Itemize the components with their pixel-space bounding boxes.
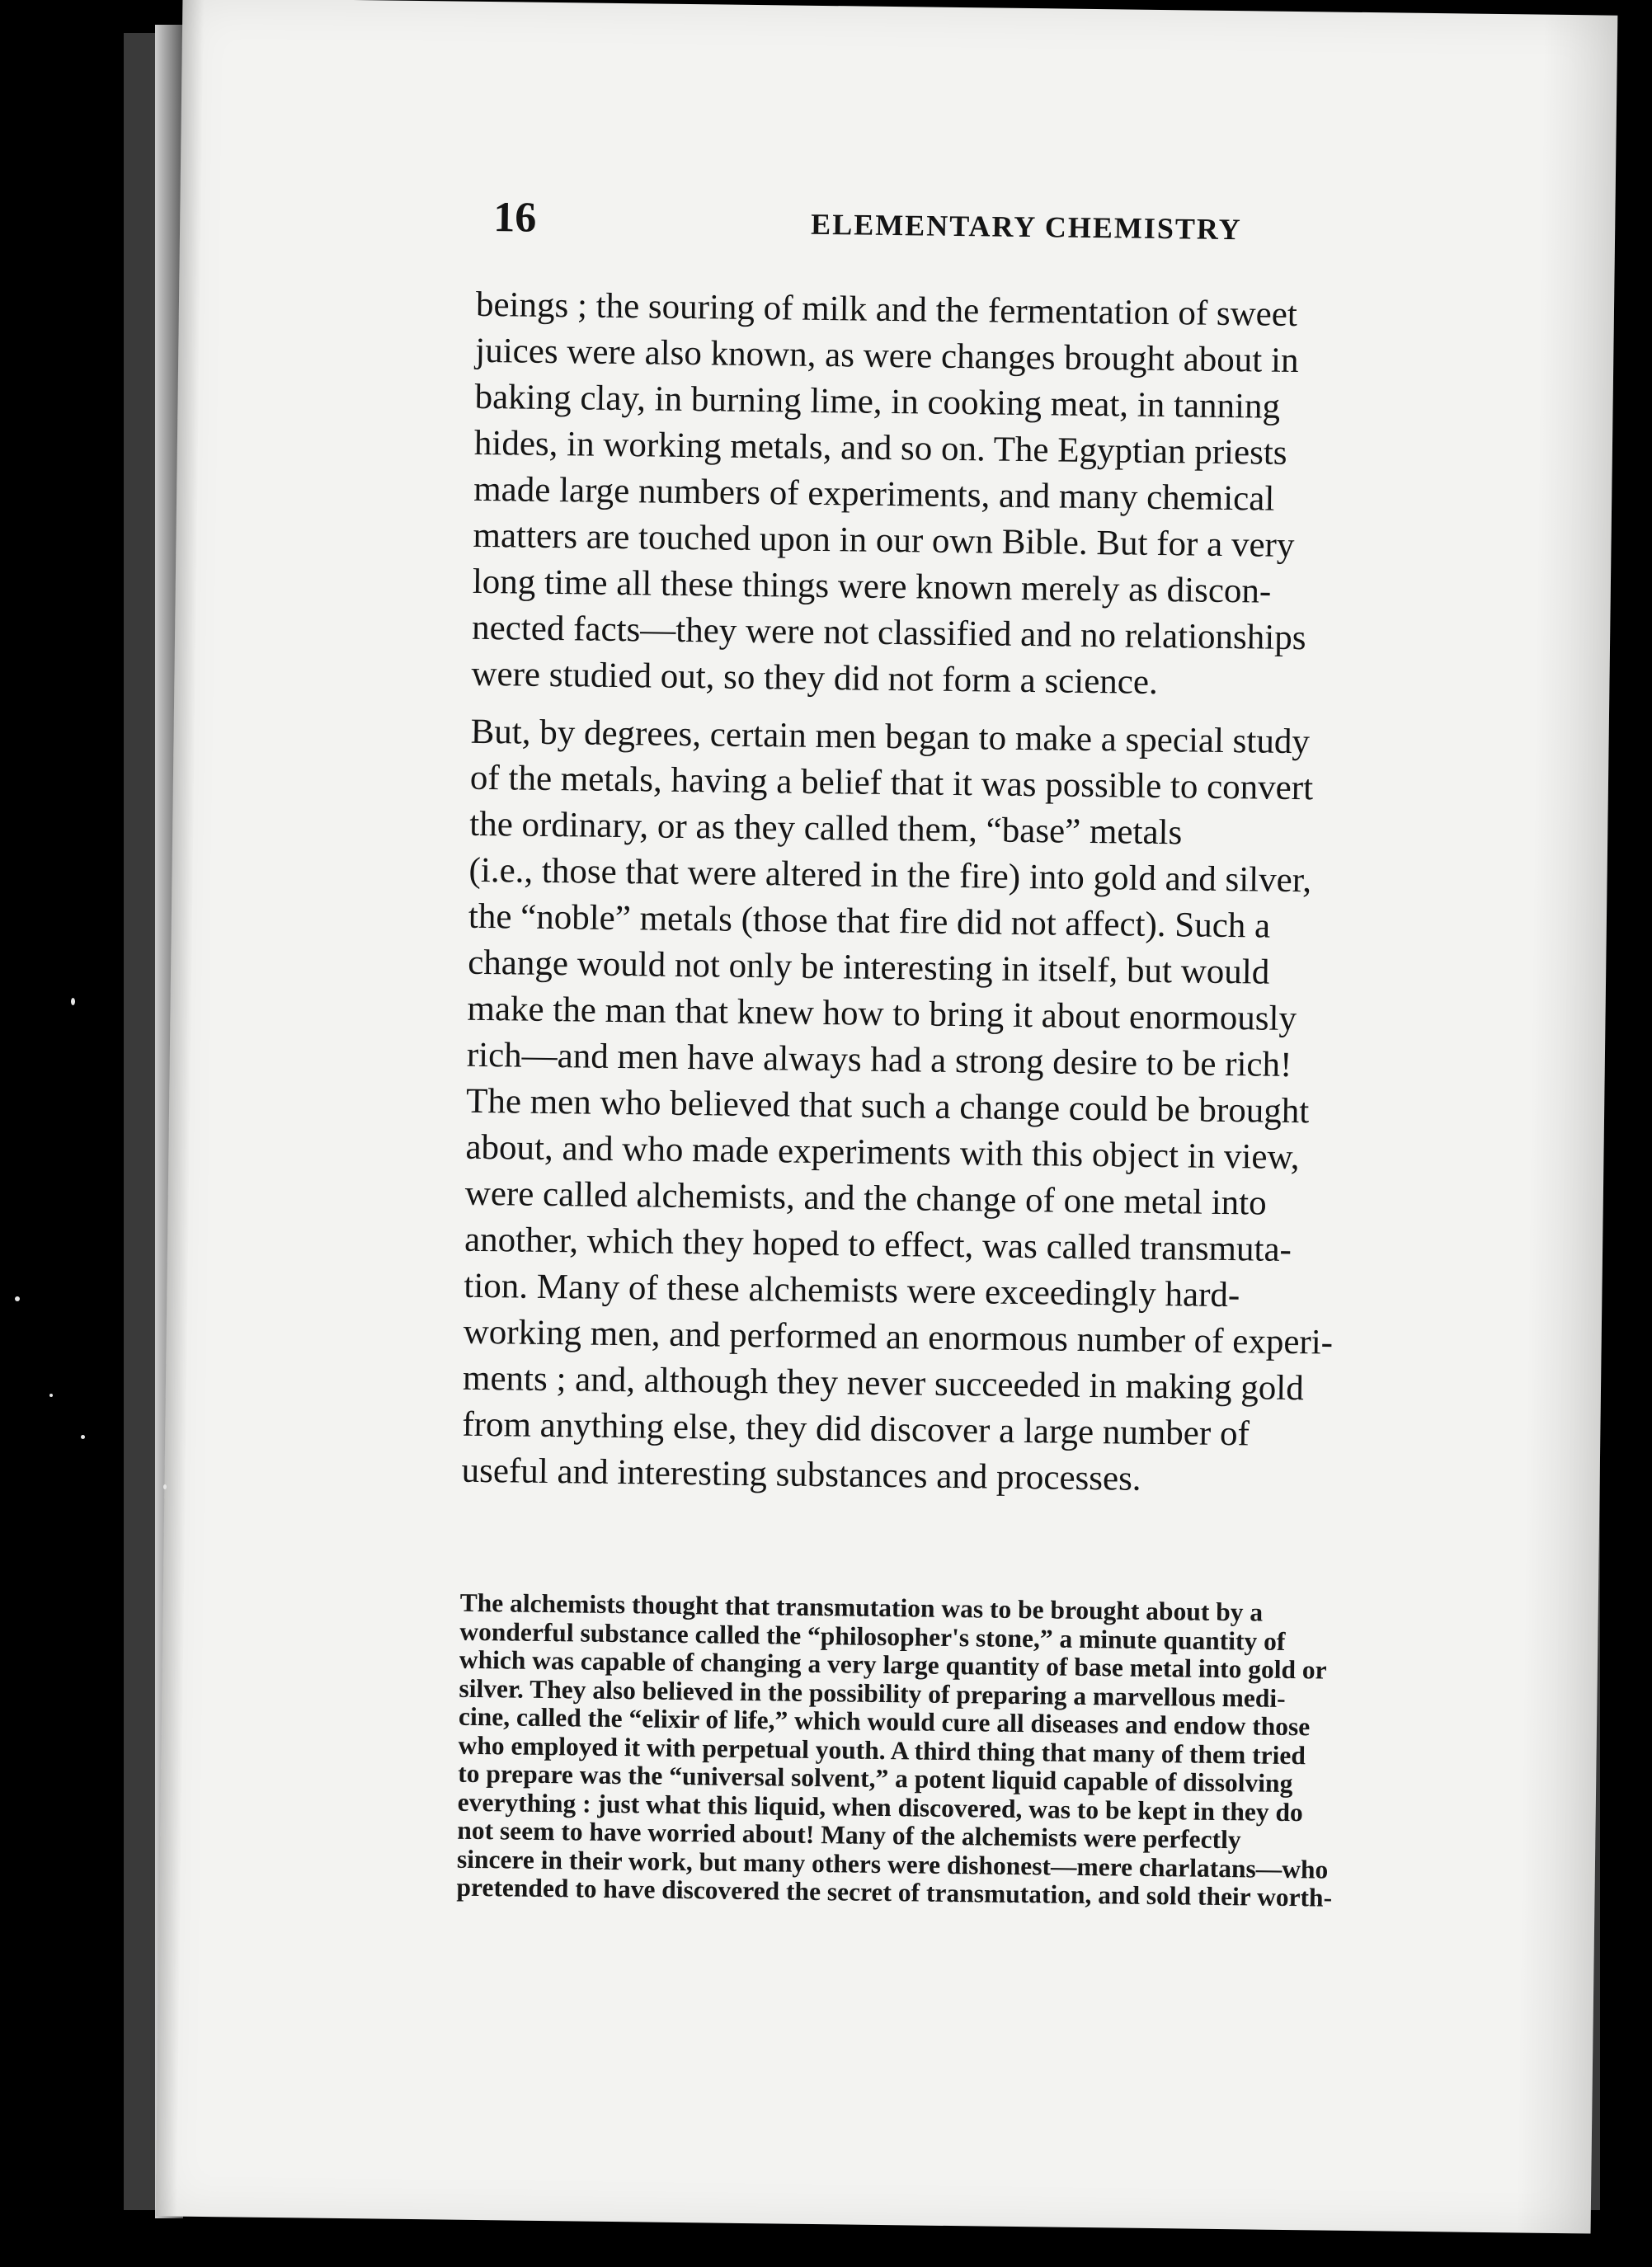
running-title: ELEMENTARY CHEMISTRY [810,207,1242,247]
paragraph-2: But, by degrees, certain men began to make a special study of the metals, having a belief that it was possible to convert the ordinary, or as they called them, “base” metals (i.e., those that were altered in the fire) into gold and silver, the “noble” metals (those that fire did not affect). Such a change would not only be interesting in itself, but would make the man that knew how to bring it about enormously rich—and men have always had a strong desire to be rich! The men who believed that such a change could be brought about, and who made experiments with this object in view, were called alchemists, and the change of one metal into another, which they hoped to effect, was called transmuta- tion. Many of these alchemists were exceedingly hard- working men, and performed an enormous number of experi- ments ; and, although they never succeeded in making gold from anything else, they did discover a large number of useful and interesting substances and processes. [461,712,1334,1498]
scan-speck [81,1435,85,1439]
page-number: 16 [492,194,537,242]
scan-speck [71,998,75,1005]
footnote: The alchemists thought that transmutation was to be brought about by a wonderful substance called the “philosopher's stone,” a minute quantity of which was capable of changing a very large quantity of base metal into gold or silver. They also believed in the possibility of preparing a marvellous medi- cine, called the “elixir of life,” which would cure all diseases and endow those who employed it with perpetual youth. A third thing that many of them tried to prepare was the “universal solvent,” a potent liquid capable of dissolving everything : just what this liquid, when discovered, was to be kept in they do not seem to have worried about! Many of the alchemists were perfectly sincere in their work, but many others were dishonest—mere charlatans—who pretended to have discovered the secret of transmutation, and sold their worth- [456,1587,1333,1912]
running-head [493,193,1467,262]
paragraph-1: beings ; the souring of milk and the fermentation of sweet juices were also known, as were changes brought about in baking clay, in burning lime, in cooking meat, in tanning hides, in working metals, and so on. The Egyptian priests made large numbers of experiments, and many chemical matters are touched upon in our own Bible. But for a very long time all these things were known merely as discon- nected facts—they were not classified and no relationships were studied out, so they did not form a science. [471,285,1306,702]
body-text [461,282,1466,1507]
scanned-page [156,0,1618,2234]
scan-speck [15,1296,20,1301]
scan-speck [49,1394,53,1397]
scan-speck [163,1484,167,1489]
page-edge-shadow [1517,15,1618,2234]
